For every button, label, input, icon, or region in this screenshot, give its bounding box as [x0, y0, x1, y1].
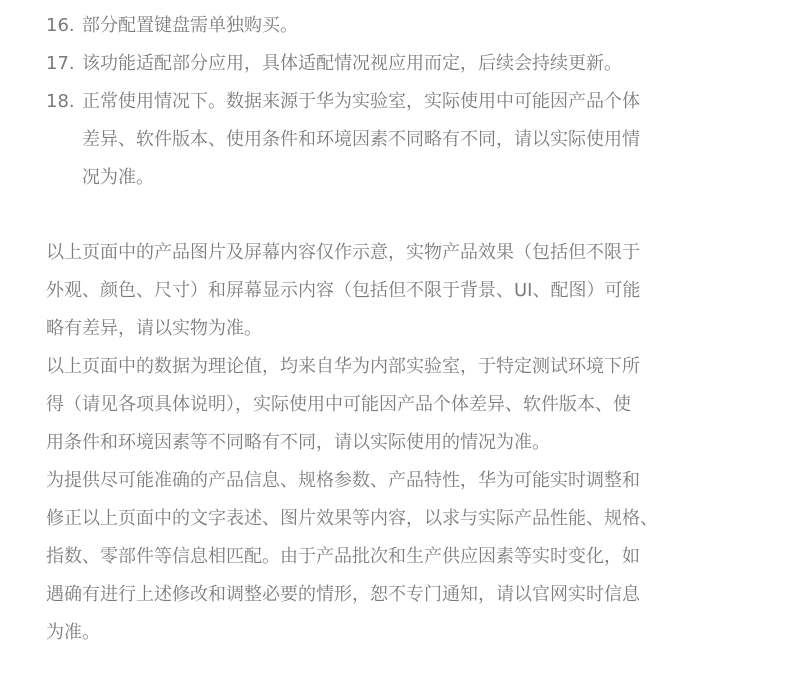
footnote-text: 该功能适配部分应用，具体适配情况视应用而定，后续会持续更新。 — [82, 53, 622, 74]
footnote-number: 17. — [46, 53, 75, 74]
footnote-list — [46, 7, 746, 197]
footnote-item — [46, 7, 746, 45]
footnote-number: 16. — [46, 15, 75, 36]
footnote-item — [46, 83, 746, 197]
footnote-text: 部分配置键盘需单独购买。 — [82, 15, 298, 36]
footnote-item — [46, 45, 746, 83]
footnote-number: 18. — [46, 91, 75, 112]
footnote-text: 正常使用情况下。数据来源于华为实验室，实际使用中可能因产品个体 差异、软件版本、使用条件和环境因素不同略有不同，请以实际使用情 况为准。 — [82, 91, 640, 188]
disclaimer-section — [46, 234, 746, 652]
disclaimer-paragraph-data: 以上页面中的数据为理论值，均来自华为内部实验室，于特定测试环境下所 得（请见各项具体说明），实际使用中可能因产品个体差异、软件版本、使 用条件和环境因素等不同略有不同，请以实际使用的情况为准。 — [46, 356, 640, 453]
disclaimer-paragraph-images: 以上页面中的产品图片及屏幕内容仅作示意，实物产品效果（包括但不限于 外观、颜色、尺寸）和屏幕显示内容（包括但不限于背景、UI、配图）可能 略有差异，请以实物为准。 — [46, 242, 641, 339]
disclaimer-paragraph-updates: 为提供尽可能准确的产品信息、规格参数、产品特性，华为可能实时调整和 修正以上页面中的文字表述、图片效果等内容，以求与实际产品性能、规格、 指数、零部件等信息相匹配。由于产品批次和生产供应因素等实时变化，如 遇确有进行上述修改和调整必要的情形，恕不专门通知，请以官网实时信息 为准。 — [46, 470, 658, 643]
